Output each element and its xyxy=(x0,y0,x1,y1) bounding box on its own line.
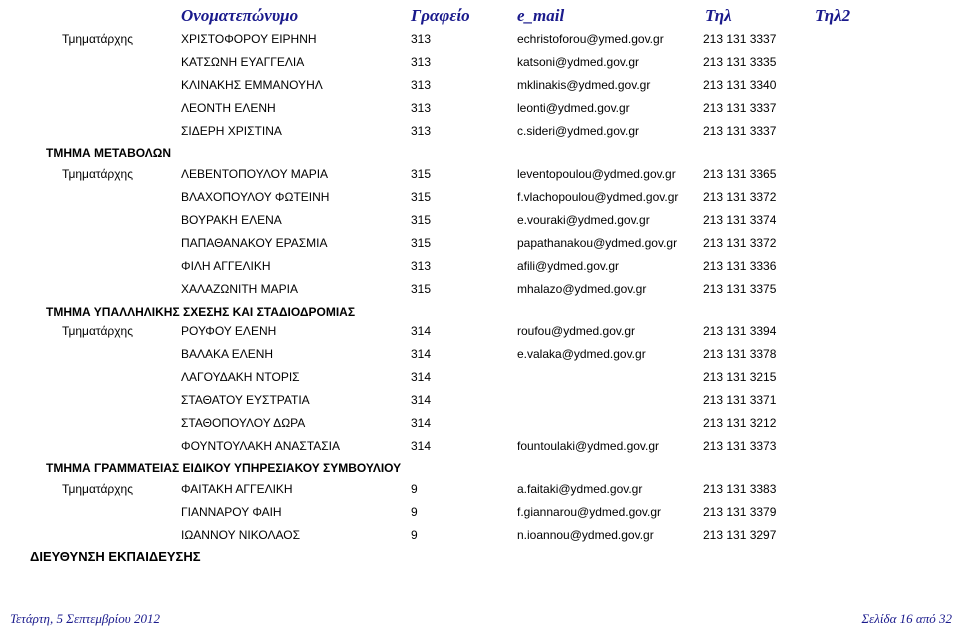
row-phone: 213 131 3378 xyxy=(703,347,777,361)
row-phone: 213 131 3394 xyxy=(703,324,777,338)
row-name: ΦΙΛΗ ΑΓΓΕΛΙΚΗ xyxy=(181,259,271,273)
table-row xyxy=(0,437,960,455)
row-email: n.ioannou@ydmed.gov.gr xyxy=(517,528,654,542)
row-office: 313 xyxy=(411,101,432,115)
row-email: f.vlachopoulou@ydmed.gov.gr xyxy=(517,190,679,204)
row-email: mhalazo@ydmed.gov.gr xyxy=(517,282,647,296)
row-office: 313 xyxy=(411,32,432,46)
header-name: Ονοματεπώνυμο xyxy=(181,6,299,25)
row-email: mklinakis@ydmed.gov.gr xyxy=(517,78,651,92)
row-phone: 213 131 3212 xyxy=(703,416,777,430)
row-email: echristoforou@ymed.gov.gr xyxy=(517,32,664,46)
row-name: ΣΙΔΕΡΗ ΧΡΙΣΤΙΝΑ xyxy=(181,124,282,138)
row-office: 314 xyxy=(411,439,432,453)
row-name: ΒΑΛΑΚΑ ΕΛΕΝΗ xyxy=(181,347,274,361)
footer-page-number: Σελίδα 16 από 32 xyxy=(861,611,952,626)
row-role: Τμηματάρχης xyxy=(62,32,133,46)
row-email: roufou@ydmed.gov.gr xyxy=(517,324,636,338)
table-row xyxy=(0,122,960,140)
row-phone: 213 131 3215 xyxy=(703,370,777,384)
table-row xyxy=(0,391,960,409)
row-phone: 213 131 3340 xyxy=(703,78,777,92)
row-email: katsoni@ydmed.gov.gr xyxy=(517,55,640,69)
table-row xyxy=(0,503,960,521)
row-name: ΙΩΑΝΝΟΥ ΝΙΚΟΛΑΟΣ xyxy=(181,528,300,542)
row-office: 314 xyxy=(411,324,432,338)
row-office: 315 xyxy=(411,190,432,204)
row-phone: 213 131 3337 xyxy=(703,32,777,46)
row-phone: 213 131 3373 xyxy=(703,439,777,453)
row-phone: 213 131 3336 xyxy=(703,259,777,273)
table-row xyxy=(0,76,960,94)
row-phone: 213 131 3335 xyxy=(703,55,777,69)
row-office: 313 xyxy=(411,55,432,69)
table-row xyxy=(0,322,960,340)
table-row xyxy=(0,414,960,432)
row-phone: 213 131 3337 xyxy=(703,124,777,138)
row-name: ΛΕΒΕΝΤΟΠΟΥΛΟΥ ΜΑΡΙΑ xyxy=(181,167,329,181)
directorate-title: ΔΙΕΥΘΥΝΣΗ ΕΚΠΑΙΔΕΥΣΗΣ xyxy=(30,549,201,564)
table-row xyxy=(0,234,960,252)
row-name: ΠΑΠΑΘΑΝΑΚΟΥ ΕΡΑΣΜΙΑ xyxy=(181,236,328,250)
table-row xyxy=(0,188,960,206)
row-phone: 213 131 3372 xyxy=(703,190,777,204)
row-name: ΛΑΓΟΥΔΑΚΗ ΝΤΟΡΙΣ xyxy=(181,370,300,384)
row-name: ΚΑΤΣΩΝΗ ΕΥΑΓΓΕΛΙΑ xyxy=(181,55,305,69)
row-name: ΛΕΟΝΤΗ ΕΛΕΝΗ xyxy=(181,101,276,115)
row-office: 313 xyxy=(411,259,432,273)
row-office: 314 xyxy=(411,370,432,384)
row-office: 314 xyxy=(411,347,432,361)
row-email: e.vouraki@ydmed.gov.gr xyxy=(517,213,650,227)
header-email: e_mail xyxy=(517,6,565,25)
footer-date: Τετάρτη, 5 Σεπτεμβρίου 2012 xyxy=(10,611,160,626)
row-name: ΡΟΥΦΟΥ ΕΛΕΝΗ xyxy=(181,324,277,338)
row-name: ΣΤΑΘΟΠΟΥΛΟΥ ΔΩΡΑ xyxy=(181,416,306,430)
table-row xyxy=(0,257,960,275)
table-row xyxy=(0,53,960,71)
table-row xyxy=(0,345,960,363)
row-office: 315 xyxy=(411,282,432,296)
row-office: 315 xyxy=(411,236,432,250)
row-name: ΒΟΥΡΑΚΗ ΕΛΕΝΑ xyxy=(181,213,282,227)
row-email: a.faitaki@ydmed.gov.gr xyxy=(517,482,643,496)
row-role: Τμηματάρχης xyxy=(62,167,133,181)
row-name: ΦΑΙΤΑΚΗ ΑΓΓΕΛΙΚΗ xyxy=(181,482,293,496)
row-office: 9 xyxy=(411,528,418,542)
row-email: leventopoulou@ydmed.gov.gr xyxy=(517,167,676,181)
row-name: ΓΙΑΝΝΑΡΟΥ ΦΑΙΗ xyxy=(181,505,282,519)
table-row xyxy=(0,99,960,117)
table-row xyxy=(0,280,960,298)
row-name: ΚΛΙΝΑΚΗΣ ΕΜΜΑΝΟΥΗΛ xyxy=(181,78,323,92)
header-phone2: Τηλ2 xyxy=(815,6,851,25)
row-email: leonti@ydmed.gov.gr xyxy=(517,101,630,115)
row-office: 313 xyxy=(411,124,432,138)
header-phone: Τηλ xyxy=(705,6,732,25)
section-title: ΤΜΗΜΑ ΥΠΑΛΛΗΛΙΚΗΣ ΣΧΕΣΗΣ ΚΑΙ ΣΤΑΔΙΟΔΡΟΜΙΑΣ xyxy=(46,305,356,319)
header-office: Γραφείο xyxy=(411,6,470,25)
table-row xyxy=(0,526,960,544)
row-name: ΦΟΥΝΤΟΥΛΑΚΗ ΑΝΑΣΤΑΣΙΑ xyxy=(181,439,341,453)
row-office: 313 xyxy=(411,78,432,92)
row-name: ΧΑΛΑΖΩΝΙΤΗ ΜΑΡΙΑ xyxy=(181,282,298,296)
table-row xyxy=(0,30,960,48)
row-email: f.giannarou@ydmed.gov.gr xyxy=(517,505,662,519)
row-office: 315 xyxy=(411,167,432,181)
row-office: 315 xyxy=(411,213,432,227)
row-name: ΧΡΙΣΤΟΦΟΡΟΥ ΕΙΡΗΝΗ xyxy=(181,32,317,46)
row-office: 9 xyxy=(411,482,418,496)
row-role: Τμηματάρχης xyxy=(62,482,133,496)
row-office: 314 xyxy=(411,416,432,430)
row-email: fountoulaki@ydmed.gov.gr xyxy=(517,439,660,453)
row-phone: 213 131 3297 xyxy=(703,528,777,542)
row-phone: 213 131 3379 xyxy=(703,505,777,519)
row-office: 9 xyxy=(411,505,418,519)
row-phone: 213 131 3372 xyxy=(703,236,777,250)
row-email: papathanakou@ydmed.gov.gr xyxy=(517,236,678,250)
row-name: ΣΤΑΘΑΤΟΥ ΕΥΣΤΡΑΤΙΑ xyxy=(181,393,310,407)
row-role: Τμηματάρχης xyxy=(62,324,133,338)
row-email: afili@ydmed.gov.gr xyxy=(517,259,619,273)
table-row xyxy=(0,480,960,498)
row-phone: 213 131 3365 xyxy=(703,167,777,181)
section-title: ΤΜΗΜΑ ΓΡΑΜΜΑΤΕΙΑΣ ΕΙΔΙΚΟΥ ΥΠΗΡΕΣΙΑΚΟΥ ΣΥΜΒΟΥΛΙΟΥ xyxy=(46,461,402,475)
row-email: e.valaka@ydmed.gov.gr xyxy=(517,347,646,361)
row-office: 314 xyxy=(411,393,432,407)
row-name: ΒΛΑΧΟΠΟΥΛΟΥ ΦΩΤΕΙΝΗ xyxy=(181,190,330,204)
row-phone: 213 131 3337 xyxy=(703,101,777,115)
row-email: c.sideri@ydmed.gov.gr xyxy=(517,124,640,138)
section-title: ΤΜΗΜΑ ΜΕΤΑΒΟΛΩΝ xyxy=(46,146,172,160)
table-row xyxy=(0,211,960,229)
row-phone: 213 131 3371 xyxy=(703,393,777,407)
row-phone: 213 131 3375 xyxy=(703,282,777,296)
row-phone: 213 131 3383 xyxy=(703,482,777,496)
table-row xyxy=(0,368,960,386)
row-phone: 213 131 3374 xyxy=(703,213,777,227)
table-row xyxy=(0,165,960,183)
